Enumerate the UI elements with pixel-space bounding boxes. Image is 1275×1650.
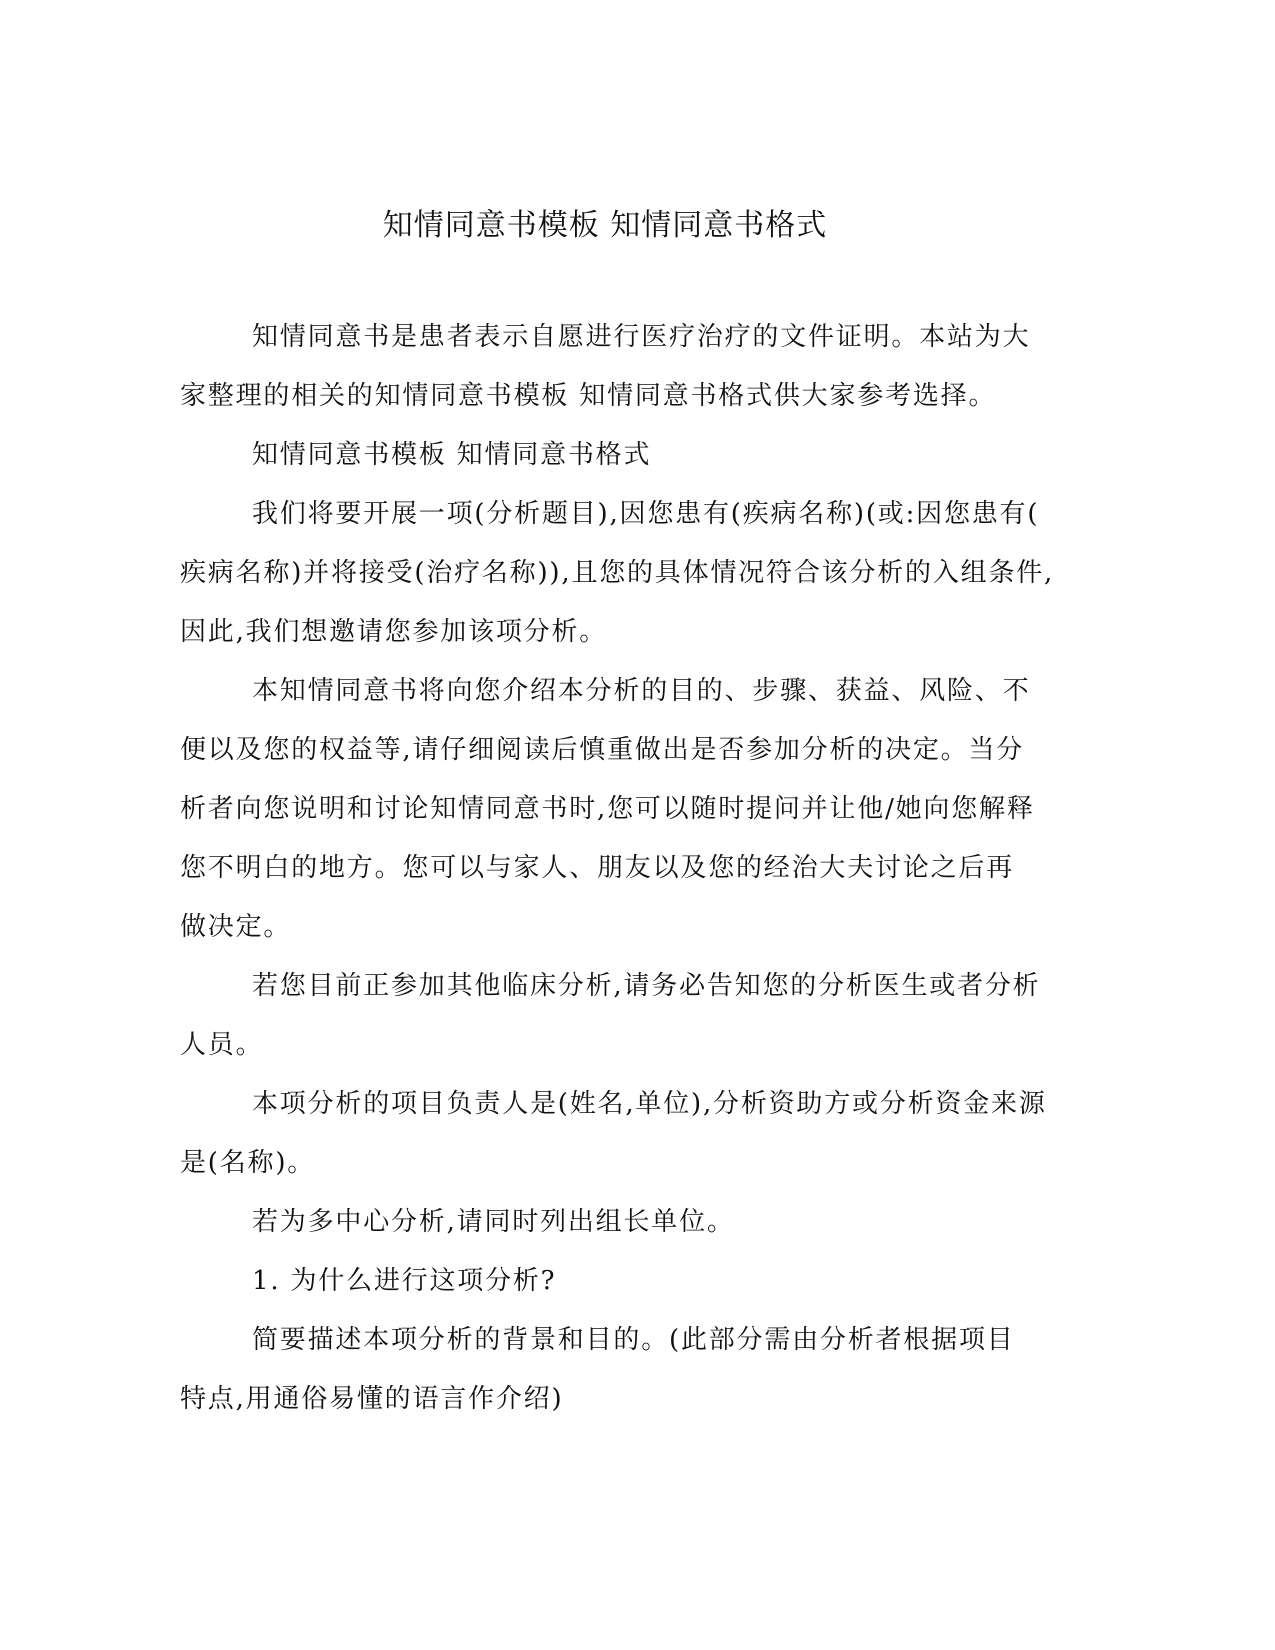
text-line: 您不明白的地方。您可以与家人、朋友以及您的经治大夫讨论之后再	[180, 853, 1015, 883]
text-line: 本项分析的项目负责人是(姓名,单位),分析资助方或分析资金来源	[252, 1089, 1047, 1119]
document-title: 知情同意书模板 知情同意书格式	[382, 208, 828, 243]
text-line: 特点,用通俗易懂的语言作介绍)	[180, 1384, 564, 1414]
text-line: 1. 为什么进行这项分析?	[252, 1266, 557, 1296]
text-line: 简要描述本项分析的背景和目的。(此部分需由分析者根据项目	[252, 1325, 1015, 1355]
text-line: 本知情同意书将向您介绍本分析的目的、步骤、获益、风险、不	[252, 676, 1031, 706]
text-line: 析者向您说明和讨论知情同意书时,您可以随时提问并让他/她向您解释	[180, 794, 1035, 824]
document-body	[180, 308, 1055, 1429]
text-line: 做决定。	[180, 912, 292, 942]
text-line: 便以及您的权益等,请仔细阅读后慎重做出是否参加分析的决定。当分	[180, 735, 1025, 765]
text-line: 知情同意书是患者表示自愿进行医疗治疗的文件证明。本站为大	[252, 322, 1031, 352]
text-line: 知情同意书模板 知情同意书格式	[252, 440, 652, 470]
text-line: 若为多中心分析,请同时列出组长单位。	[252, 1207, 735, 1237]
text-line: 家整理的相关的知情同意书模板 知情同意书格式供大家参考选择。	[180, 381, 997, 411]
text-line: 我们将要开展一项(分析题目),因您患有(疾病名称)(或:因您患有(	[252, 499, 1040, 529]
text-line: 是(名称)。	[180, 1148, 316, 1178]
text-line: 人员。	[180, 1030, 264, 1060]
text-line: 疾病名称)并将接受(治疗名称)),且您的具体情况符合该分析的入组条件,	[180, 558, 1055, 588]
text-line: 因此,我们想邀请您参加该项分析。	[180, 617, 608, 647]
text-line: 若您目前正参加其他临床分析,请务必告知您的分析医生或者分析	[252, 971, 1041, 1001]
